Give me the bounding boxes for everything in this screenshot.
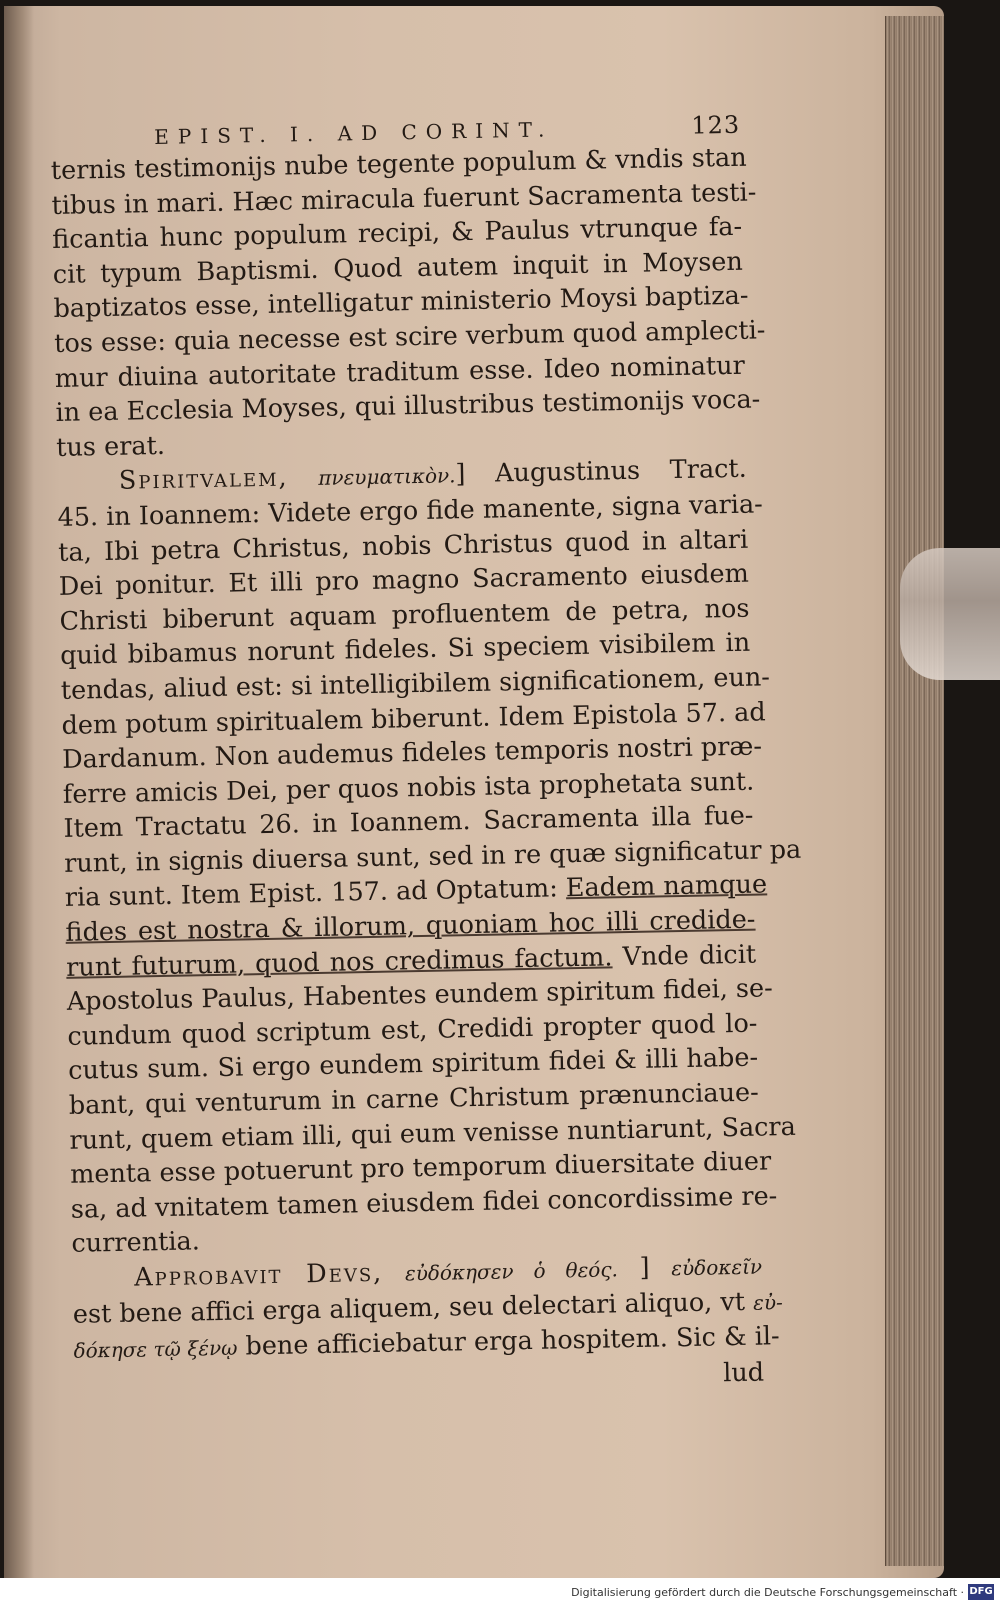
text-line: Christi biberunt aquam profluentem de petra, nos [59,593,750,637]
lemma: Spiritvalem, [118,462,289,497]
text-line: cutus sum. Si ergo eundem spiritum fidei & illi habe- [67,1043,759,1087]
text-line: Apostolus Paulus, Habentes eundem spiritum fidei, se- [66,973,773,1018]
greek-word: εὐ- [752,1289,784,1315]
paragraph-3 [72,1249,784,1404]
text-line: in ea Ecclesia Moyses, qui illustribus testimonijs voca- [55,384,761,429]
greek-word: δόκησε τῷ ξένῳ [73,1335,238,1363]
text-line: quid bibamus norunt fideles. Si speciem visibilem in [59,627,751,672]
text-line: cit typum Baptismi. Quod autem inquit in Moysen [52,246,744,290]
text-span: est bene affici erga aliquem, seu delectari aliquo, vt [72,1286,746,1330]
page-edges [885,16,944,1566]
catchword: lud [722,1357,765,1389]
lemma: Approbavit Devs, [133,1257,384,1293]
text-line: ta, Ibi petra Christus, nobis Christus quod in altari [57,524,749,568]
greek-word: εὐδόκησεν ὁ θεός. [404,1257,619,1286]
text-span: bene afficiebatur erga hospitem. Sic & il- [245,1321,780,1362]
dfg-logo: DFG [968,1584,994,1600]
text-line: mur diuina autoritate traditum esse. Ideo nominatur [54,350,746,394]
underlined-text: fides est nostra & illorum, quoniam hoc illi credide- [65,904,756,948]
book-page [4,6,944,1578]
text-line: Dei ponitur. Et illi pro magno Sacramento eiusdem [58,558,750,603]
text-line: ternis testimonijs nube tegente populum & vndis stan [50,142,747,186]
text-span: Vnde dicit [622,939,757,972]
text-line: runt, in signis diuersa sunt, sed in re quæ significatur pa [63,834,802,879]
page-gutter-shadow [4,6,34,1578]
paragraph-1 [50,141,766,466]
text-line: Dardanum. Non audemus fideles temporis nostri præ- [61,731,763,775]
text-line: tendas, aliud est: si intelligibilem significationem, eun- [60,662,771,706]
text-line: currentia. [71,1226,201,1260]
funding-credit: Digitalisierung gefördert durch die Deutsche Forschungsgemeinschaft · [571,1586,964,1599]
text-line: ferre amicis Dei, per quos nobis ista prophetata sunt. [62,766,755,810]
text-line: dem potum spiritualem biberunt. Idem Epistola 57. ad [61,696,766,741]
greek-word: πνευματικὸν. [318,463,456,491]
greek-word: εὐδοκεῖν [671,1254,763,1281]
page-clip-shadow [900,548,1000,680]
text-line: 45. in Ioannem: Videte ergo fide manente, signa varia- [57,489,764,533]
text-line: tibus in mari. Hæc miracula fuerunt Sacramenta testi- [51,177,757,221]
paragraph-2 [57,452,802,1262]
text-line: tos esse: quia necesse est scire verbum quod amplecti- [53,315,766,359]
text-line: tus erat. [55,430,166,463]
text-line: Item Tractatu 26. in Ioannem. Sacramenta illa fue- [63,800,754,845]
text-line: ficantia hunc populum recipi, & Paulus vtrunque fa- [51,211,743,256]
text-line: runt, quem etiam illi, qui eum venisse nuntiarunt, Sacra [69,1111,797,1156]
text-line: menta esse potuerunt pro temporum diuersitate diuer [69,1146,772,1191]
running-head-title: EPIST. I. AD CORINT. [154,117,554,149]
footer-bar [0,1578,1000,1609]
text-line: baptizatos esse, intelligatur ministerio Moysi baptiza- [53,281,749,325]
text-block [50,110,802,1403]
underlined-text: Eadem namque [565,869,768,904]
text-line: sa, ad vnitatem tamen eiusdem fidei concordissime re- [70,1181,778,1225]
text-span: ] [639,1252,650,1283]
text-line: bant, qui venturum in carne Christum prænunciaue- [68,1077,760,1121]
text-span: ria sunt. Item Epist. 157. ad Optatum: [64,873,559,914]
text-span: ] Augustinus Tract. [455,454,748,490]
text-line: cundum quod scriptum est, Credidi propter quod lo- [67,1008,758,1052]
underlined-text: runt futurum, quod nos credimus factum. [65,942,613,983]
page-number: 123 [691,110,741,140]
